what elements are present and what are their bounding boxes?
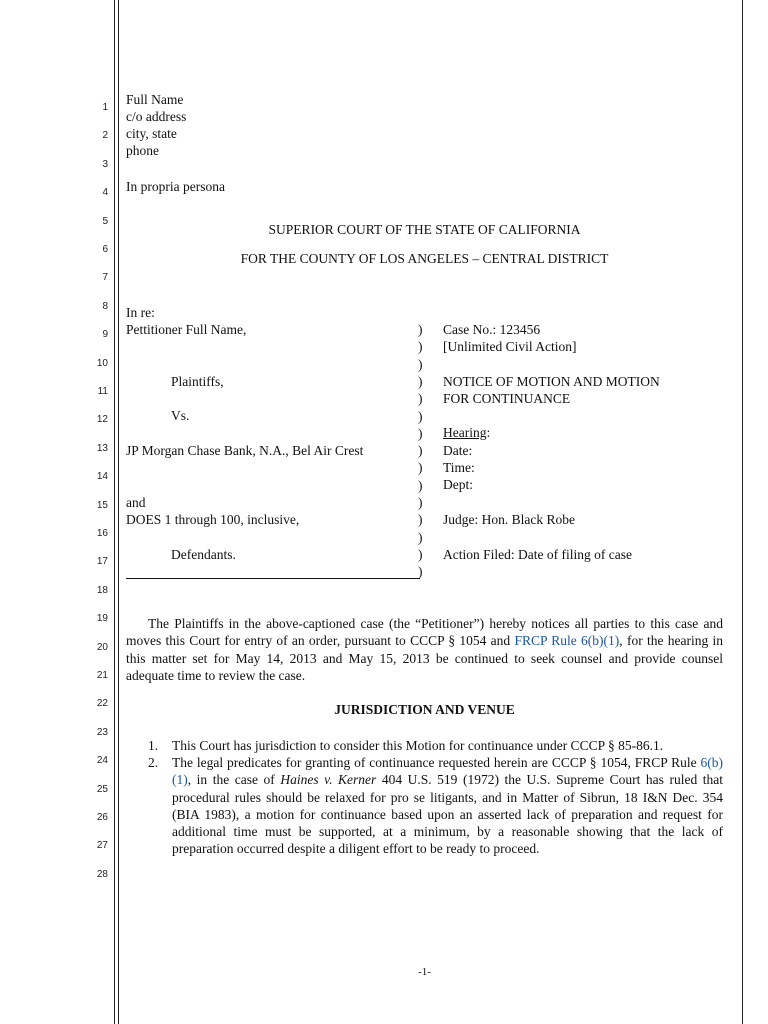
caption-and: and — [126, 495, 146, 510]
intro-paragraph — [126, 615, 723, 684]
line-number: 8 — [102, 300, 108, 312]
rule-6b1-link[interactable]: 6(b)(1) — [172, 755, 723, 788]
line-number: 22 — [96, 698, 108, 710]
line-number: 28 — [96, 868, 108, 880]
list-item-2-text — [172, 754, 723, 858]
hearing-time: Time: — [443, 460, 475, 475]
caption-vs: Vs. — [171, 408, 190, 423]
hearing-label-colon: : — [486, 425, 491, 440]
line-number: 13 — [96, 442, 108, 454]
caption-paren: ) — [418, 391, 423, 407]
caption-paren: ) — [418, 564, 423, 580]
line-number: 2 — [102, 130, 108, 142]
motion-title-line1: NOTICE OF MOTION AND MOTION — [443, 374, 660, 389]
filer-phone: phone — [126, 143, 159, 158]
caption-in-re: In re: — [126, 305, 155, 320]
intro-text-2: , for the hearing in this matter set for May 14, 2013 and May 15, 2013 be continued to seek counsel and provide counsel adequate time to review the case. — [126, 633, 724, 683]
item2-text-3: 404 U.S. 519 (1972) the U.S. Supreme Court has ruled that procedural rules should be relaxed for pro se litigants, and in Matter of Sibrun, 18 I&N Dec. 354 (BIA 1983), a motion for continuance based upon an asserted lack of preparation and request for additional time must be supported, at a minimum, by a reasonable showing that the lack of preparation occurred despite a diligent effort to be ready to proceed. — [172, 772, 724, 857]
caption-paren: ) — [418, 373, 423, 389]
line-number: 27 — [96, 840, 108, 852]
caption-paren: ) — [418, 477, 423, 493]
line-number: 23 — [96, 726, 108, 738]
page-number: -1- — [418, 966, 431, 978]
case-citation: Haines v. Kerner — [280, 772, 377, 788]
caption-paren: ) — [418, 425, 423, 441]
hearing-date: Date: — [443, 443, 473, 458]
line-number: 20 — [96, 641, 108, 653]
margin-rule-left-inner — [118, 0, 119, 1024]
hearing-label — [443, 424, 490, 441]
caption-paren: ) — [418, 529, 423, 545]
line-number: 19 — [96, 613, 108, 625]
item2-text-2: , in the case of — [187, 772, 281, 788]
caption-paren: ) — [418, 460, 423, 476]
filer-city: city, state — [126, 126, 177, 141]
line-number: 12 — [96, 414, 108, 426]
margin-rule-right — [742, 0, 743, 1024]
margin-rule-left-outer — [114, 0, 115, 1024]
line-number: 14 — [96, 471, 108, 483]
action-type: [Unlimited Civil Action] — [443, 339, 577, 354]
intro-text-1: The Plaintiffs in the above-captioned case (the “Petitioner”) hereby notices all parties to this case and moves this Court for entry of an order, pursuant to CCCP § 1054 and — [126, 616, 723, 649]
line-number: 24 — [96, 755, 108, 767]
list-item-2-number: 2. — [148, 755, 159, 770]
list-item-2 — [148, 754, 723, 858]
case-number: Case No.: 123456 — [443, 322, 541, 337]
caption-paren: ) — [418, 408, 423, 424]
caption-paren: ) — [418, 495, 423, 510]
section-heading: JURISDICTION AND VENUE — [334, 702, 515, 717]
action-filed: Action Filed: Date of filing of case — [443, 547, 632, 562]
court-title-line1: SUPERIOR COURT OF THE STATE OF CALIFORNIA — [268, 222, 581, 237]
list-item-1-number: 1. — [148, 738, 159, 753]
court-title-line2: FOR THE COUNTY OF LOS ANGELES – CENTRAL DISTRICT — [240, 251, 609, 266]
caption-rule — [126, 578, 420, 579]
caption-paren: ) — [418, 356, 423, 372]
line-number: 1 — [102, 102, 108, 113]
frcp-rule-link[interactable]: FRCP Rule 6(b)(1) — [514, 633, 620, 649]
hearing-dept: Dept: — [443, 477, 473, 492]
caption-paren: ) — [418, 339, 423, 355]
line-number: 18 — [96, 584, 108, 596]
filer-status: In propria persona — [126, 179, 225, 194]
list-item-1 — [148, 737, 723, 754]
line-number: 5 — [102, 215, 108, 227]
caption-defendants: Defendants. — [171, 547, 236, 562]
caption-paren: ) — [418, 443, 423, 459]
line-number: 6 — [102, 244, 108, 255]
caption-defendant: JP Morgan Chase Bank, N.A., Bel Air Crest — [126, 443, 364, 458]
line-number: 17 — [96, 556, 108, 568]
line-number: 26 — [96, 812, 108, 823]
caption-does: DOES 1 through 100, inclusive, — [126, 512, 300, 527]
line-number: 16 — [96, 528, 108, 539]
judge: Judge: Hon. Black Robe — [443, 512, 575, 527]
line-number: 21 — [96, 670, 108, 681]
filer-name: Full Name — [126, 92, 184, 107]
line-number: 4 — [102, 187, 108, 199]
caption-plaintiffs: Plaintiffs, — [171, 374, 224, 389]
line-number: 3 — [102, 158, 108, 170]
caption-paren: ) — [418, 322, 423, 337]
list-item-1-text: This Court has jurisdiction to consider this Motion for continuance under CCCP § 85-86.1. — [172, 738, 664, 753]
line-number: 11 — [97, 386, 108, 397]
hearing-label-text: Hearing — [443, 425, 487, 440]
line-number: 7 — [102, 272, 108, 284]
line-number: 9 — [102, 329, 108, 341]
caption-petitioner: Pettitioner Full Name, — [126, 322, 247, 337]
caption-paren: ) — [418, 512, 423, 528]
line-number: 10 — [96, 357, 108, 369]
filer-address: c/o address — [126, 109, 187, 124]
line-number: 25 — [96, 783, 108, 795]
caption-paren: ) — [418, 546, 423, 562]
item2-text-1: The legal predicates for granting of continuance requested herein are CCCP § 1054, FRCP Rule — [172, 755, 701, 770]
motion-title-line2: FOR CONTINUANCE — [443, 391, 571, 406]
line-number: 15 — [96, 499, 108, 511]
